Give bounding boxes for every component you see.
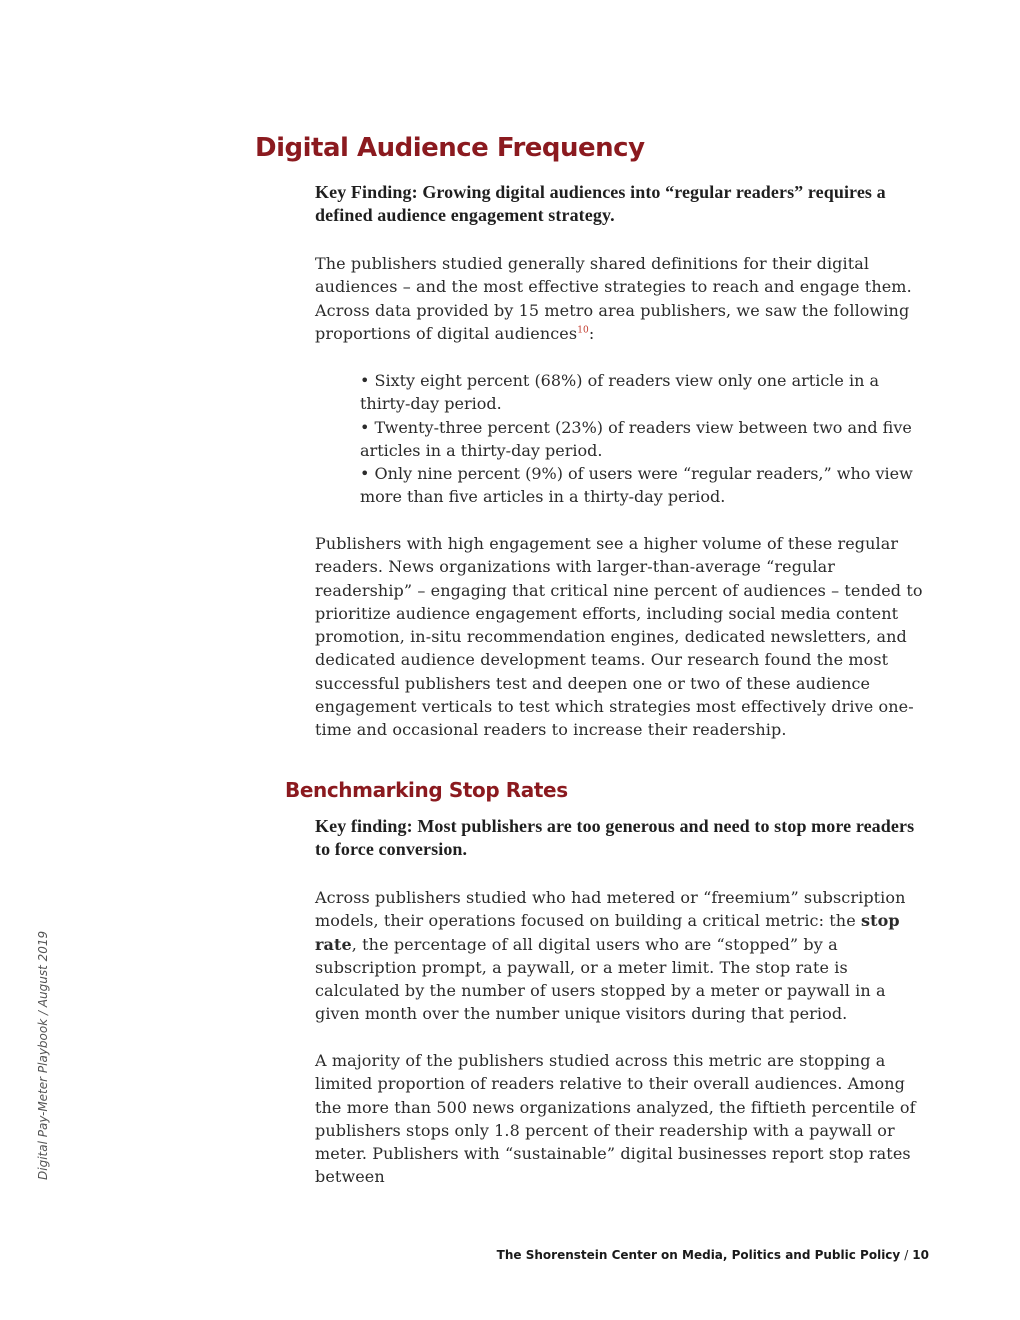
paragraph-audience-definitions (315, 252, 927, 345)
list-item: • Twenty-three percent (23%) of readers view between two and five articles in a thirty-day period. (360, 417, 912, 460)
key-finding-2: Key finding: Most publishers are too generous and need to stop more readers to force conversion. (315, 816, 915, 860)
paragraph-high-engagement: Publishers with high engagement see a higher volume of these regular readers. News organizations with larger-than-average “regular readership” – engaging that critical nine percent of audiences – tended to prioritize audience engagement efforts, including social media content promotion, in-situ recommendation engines, dedicated newsletters, and dedicated audience development teams. Our research found the most successful publishers test and deepen one or two of these audience engagement verticals to test which strategies most effectively drive one-time and occasional readers to increase their readership. (315, 534, 923, 740)
page-number: 10 (912, 1248, 929, 1262)
section-title-benchmarking-stop-rates: Benchmarking Stop Rates (285, 778, 568, 802)
stop-rate-text-before: Across publishers studied who had metered or “freemium” subscription models, their operations focused on building a critical metric: the (315, 888, 906, 931)
stop-rate-text-after: , the percentage of all digital users who are “stopped” by a subscription prompt, a paywall, or a meter limit. The stop rate is calculated by the number of users stopped by a meter or paywall in a given month over the number unique visitors during that period. (315, 934, 886, 1024)
paragraph-stop-rate-definition (315, 886, 927, 1026)
footer-organization: The Shorenstein Center on Media, Politics and Public Policy (496, 1248, 901, 1262)
list-item: • Only nine percent (9%) of users were “regular readers,” who view more than five articles in a thirty-day period. (360, 464, 913, 507)
sidebar-publication-label: Digital Pay-Meter Playbook / August 2019 (36, 930, 50, 1180)
page-footer (497, 1248, 929, 1262)
paragraph-audience-definitions-text: The publishers studied generally shared definitions for their digital audiences – and the most effective strategies to reach and engage them. Across data provided by 15 metro area publishers, we saw the following proportions of digital audiences (315, 254, 912, 343)
stop-rate-term: stop rate (315, 911, 900, 954)
footer-separator: / (904, 1248, 909, 1262)
list-item: • Sixty eight percent (68%) of readers view only one article in a thirty-day period. (360, 371, 880, 414)
footnote-marker[interactable]: 10 (577, 325, 589, 336)
audience-proportions-list (360, 369, 920, 509)
paragraph-stop-rate-findings: A majority of the publishers studied across this metric are stopping a limited proportion of readers relative to their overall audiences. Among the more than 500 news organizations analyzed, the fiftieth percentile of publishers stops only 1.8 percent of their readership with a paywall or meter. Publishers with “sustainable” digital businesses report stop rates between (315, 1051, 916, 1187)
paragraph-audience-definitions-end: : (588, 323, 595, 343)
key-finding-1: Key Finding: Growing digital audiences into “regular readers” requires a defined audience engagement strategy. (315, 182, 886, 226)
section-title-digital-audience-frequency: Digital Audience Frequency (255, 133, 645, 163)
